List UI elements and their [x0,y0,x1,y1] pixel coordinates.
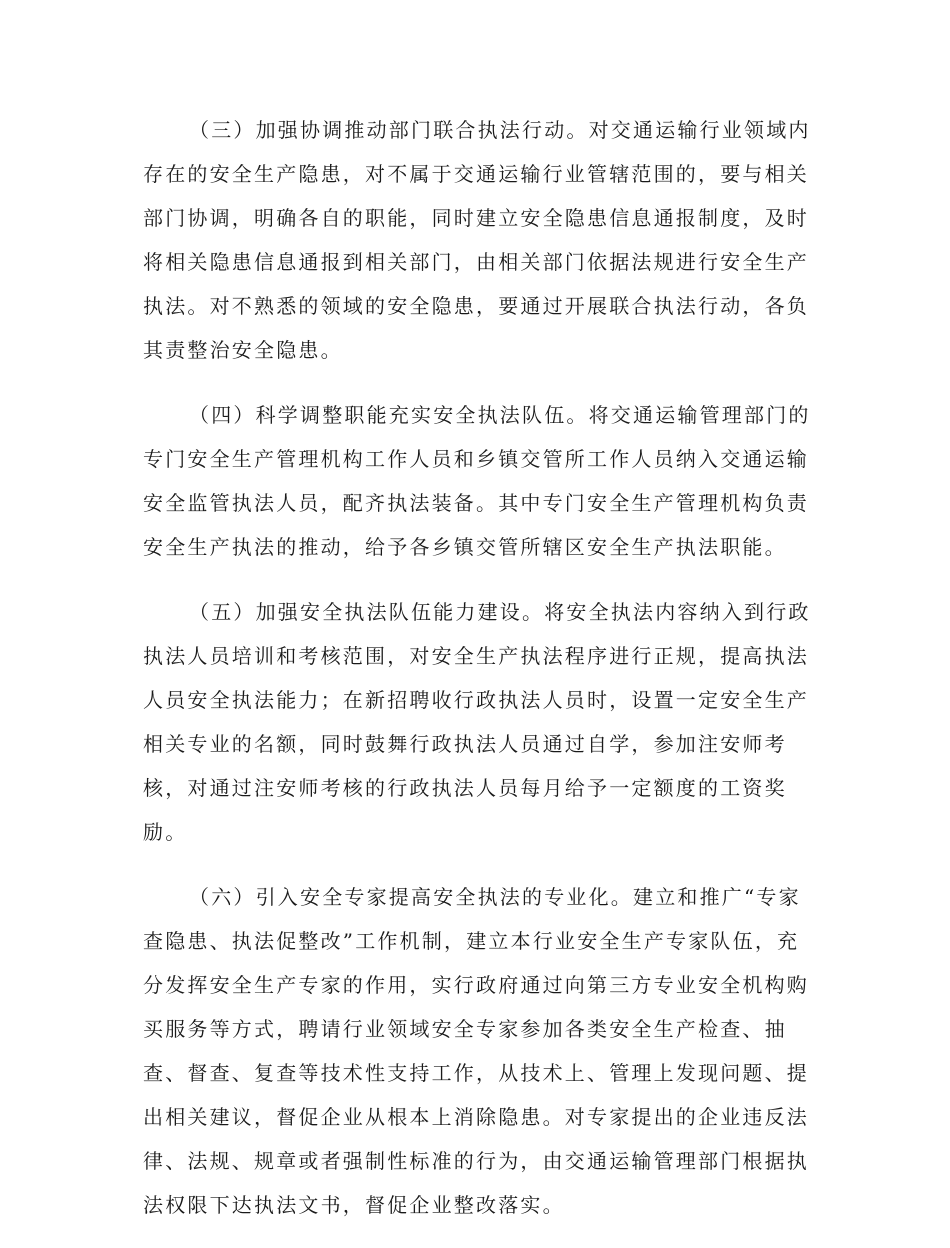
paragraph-line: 分发挥安全生产专家的作用，实行政府通过向第三方专业安全机构购 [143,973,809,997]
paragraph-line: 出相关建议，督促企业从根本上消除隐患。对专家提出的企业违反法 [143,1105,809,1129]
paragraph-line: 安全监管执法人员，配齐执法装备。其中专门安全生产管理机构负责 [143,491,809,515]
paragraph-line: 人员安全执法能力；在新招聘收行政执法人员时，设置一定安全生产 [143,688,809,712]
paragraph-line: 部门协调，明确各自的职能，同时建立安全隐患信息通报制度，及时 [143,206,809,230]
paragraph-line: 执法人员培训和考核范围，对安全生产执法程序进行正规，提高执法 [143,644,809,668]
paragraph-line: 将相关隐患信息通报到相关部门，由相关部门依据法规进行安全生产 [143,250,809,274]
paragraph-4 [143,393,811,569]
paragraph-line: 律、法规、规章或者强制性标准的行为，由交通运输管理部门根据执 [143,1149,809,1173]
paragraph-line: 其责整治安全隐患。 [143,338,343,362]
paragraph-line: 安全生产执法的推动，给予各乡镇交管所辖区安全生产执法职能。 [143,535,787,559]
paragraph-line: 查、督查、复查等技术性支持工作，从技术上、管理上发现问题、提 [143,1061,809,1085]
paragraph-5 [143,590,811,854]
paragraph-line: 买服务等方式，聘请行业领域安全专家参加各类安全生产检查、抽 [143,1017,787,1041]
paragraph-line: 核，对通过注安师考核的行政执法人员每月给予一定额度的工资奖 [143,776,787,800]
paragraph-line: 存在的安全生产隐患，对不属于交通运输行业管辖范围的，要与相关 [143,162,809,186]
paragraph-6 [143,875,809,1227]
paragraph-line: 励。 [143,820,188,844]
paragraph-line: （五）加强安全执法队伍能力建设。将安全执法内容纳入到行政 [189,600,811,624]
paragraph-line: 法权限下达执法文书，督促企业整改落实。 [143,1193,565,1217]
paragraph-3 [143,108,811,372]
paragraph-line: 查隐患、执法促整改”工作机制，建立本行业安全生产专家队伍，充 [143,929,800,953]
paragraph-line: 专门安全生产管理机构工作人员和乡镇交管所工作人员纳入交通运输 [143,447,809,471]
paragraph-line: （四）科学调整职能充实安全执法队伍。将交通运输管理部门的 [189,403,811,427]
paragraph-line: （六）引入安全专家提高安全执法的专业化。建立和推广“专家 [189,885,801,909]
document-body [143,108,811,1248]
paragraph-line: （三）加强协调推动部门联合执法行动。对交通运输行业领域内 [189,118,811,142]
paragraph-line: 相关专业的名额，同时鼓舞行政执法人员通过自学，参加注安师考 [143,732,787,756]
paragraph-line: 执法。对不熟悉的领域的安全隐患，要通过开展联合执法行动，各负 [143,294,809,318]
